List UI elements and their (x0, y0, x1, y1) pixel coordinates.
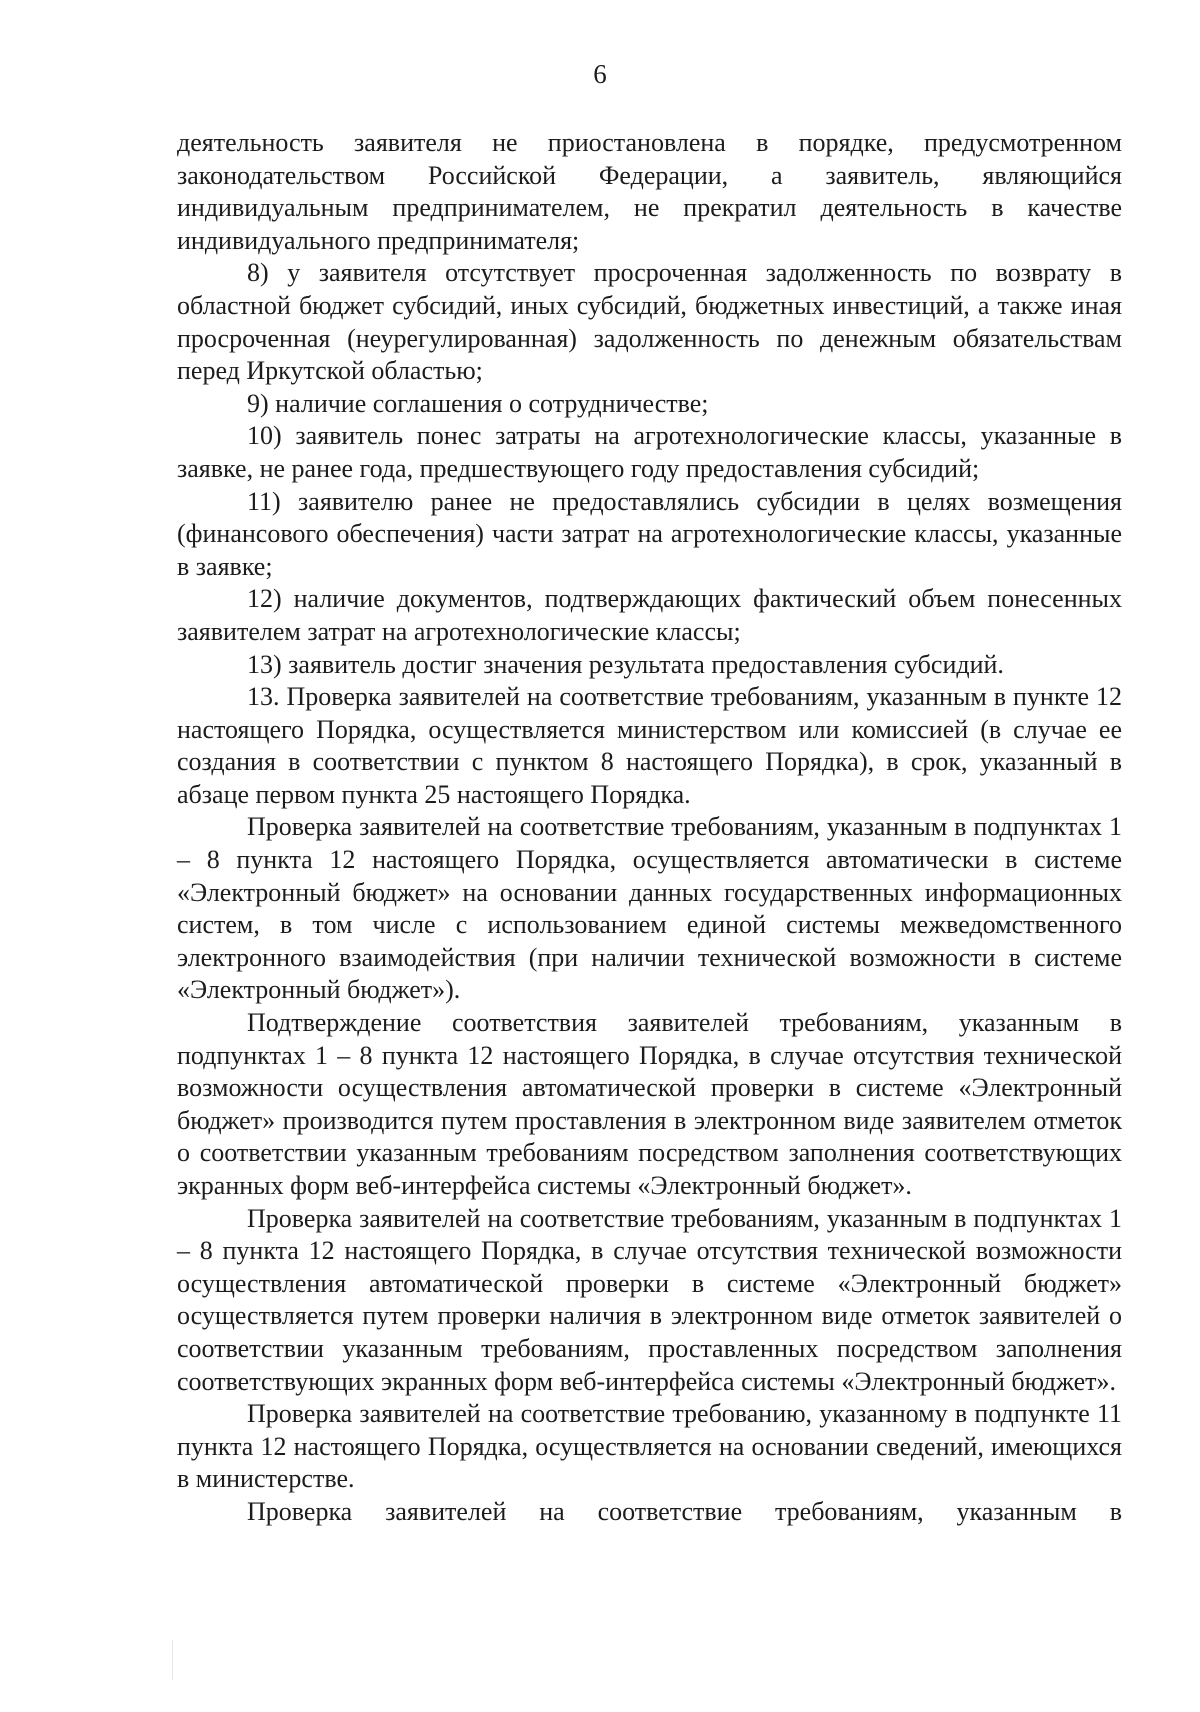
paragraph-item-8: 8) у заявителя отсутствует просроченная задолженность по возврату в областной бюджет субсидий, иных субсидий, бюджетных инвестиций, а также иная просроченная (неурегулированная) задолженность по денежным обязательствам перед Иркутской областью; (177, 258, 1122, 386)
paragraph-item-11: 11) заявителю ранее не предоставлялись субсидии в целях возмещения (финансового обеспечения) части затрат на агротехнологические классы, указанные в заявке; (177, 486, 1122, 581)
paragraph-continued-next-page: Проверка заявителей на соответствие требованиям, указанным в (247, 1496, 1122, 1526)
document-body (177, 127, 1122, 1529)
paragraph-item-13: 13) заявитель достиг значения результата предоставления субсидий. (247, 649, 1004, 679)
paragraph-item-12: 12) наличие документов, подтверждающих фактический объем понесенных заявителем затрат на агротехнологические классы; (177, 584, 1122, 646)
page-number: 6 (593, 59, 607, 89)
paragraph-item-9: 9) наличие соглашения о сотрудничестве; (247, 388, 709, 418)
paragraph-automatic-check: Проверка заявителей на соответствие требованиям, указанным в подпунктах 1 – 8 пункта 12 настоящего Порядка, осуществляется автоматически в системе «Электронный бюджет» на основании данных государственных информационных систем, в том числе с использованием единой системы межведомственного электронного взаимодействия (при наличии технической возможности в системе «Электронный бюджет»). (177, 812, 1122, 1005)
paragraph-check-subpoint-11: Проверка заявителей на соответствие требованию, указанному в подпункте 11 пункта 12 настоящего Порядка, осуществляется на основании сведений, имеющихся в министерстве. (177, 1399, 1122, 1494)
paragraph-manual-check: Проверка заявителей на соответствие требованиям, указанным в подпунктах 1 – 8 пункта 12 настоящего Порядка, в случае отсутствия технической возможности осуществления автоматической проверки в системе «Электронный бюджет» осуществляется путем проверки наличия в электронном виде отметок заявителей о соответствии указанным требованиям, проставленных посредством заполнения соответствующих экранных форм веб-интерфейса системы «Электронный бюджет». (177, 1203, 1122, 1396)
paragraph-confirmation: Подтверждение соответствия заявителей требованиям, указанным в подпунктах 1 – 8 пункта 12 настоящего Порядка, в случае отсутствия технической возможности осуществления автоматической проверки в системе «Электронный бюджет» производится путем проставления в электронном виде заявителем отметок о соответствии указанным требованиям посредством заполнения соответствующих экранных форм веб-интерфейса системы «Электронный бюджет». (177, 1008, 1122, 1200)
scan-artifact-line (172, 1640, 173, 1680)
paragraph-continuation: деятельность заявителя не приостановлена в порядке, предусмотренном законодательством Российской Федерации, а заявитель, являющийся индивидуальным предпринимателем, не прекратил деятельность в качестве индивидуального предпринимателя; (177, 128, 1122, 255)
paragraph-point-13: 13. Проверка заявителей на соответствие требованиям, указанным в пункте 12 настоящего Порядка, осуществляется министерством или комиссией (в случае ее создания в соответствии с пунктом 8 настоящего Порядка), в срок, указанный в абзаце первом пункта 25 настоящего Порядка. (177, 682, 1122, 809)
paragraph-item-10: 10) заявитель понес затраты на агротехнологические классы, указанные в заявке, не ранее года, предшествующего году предоставления субсидий; (177, 421, 1122, 483)
